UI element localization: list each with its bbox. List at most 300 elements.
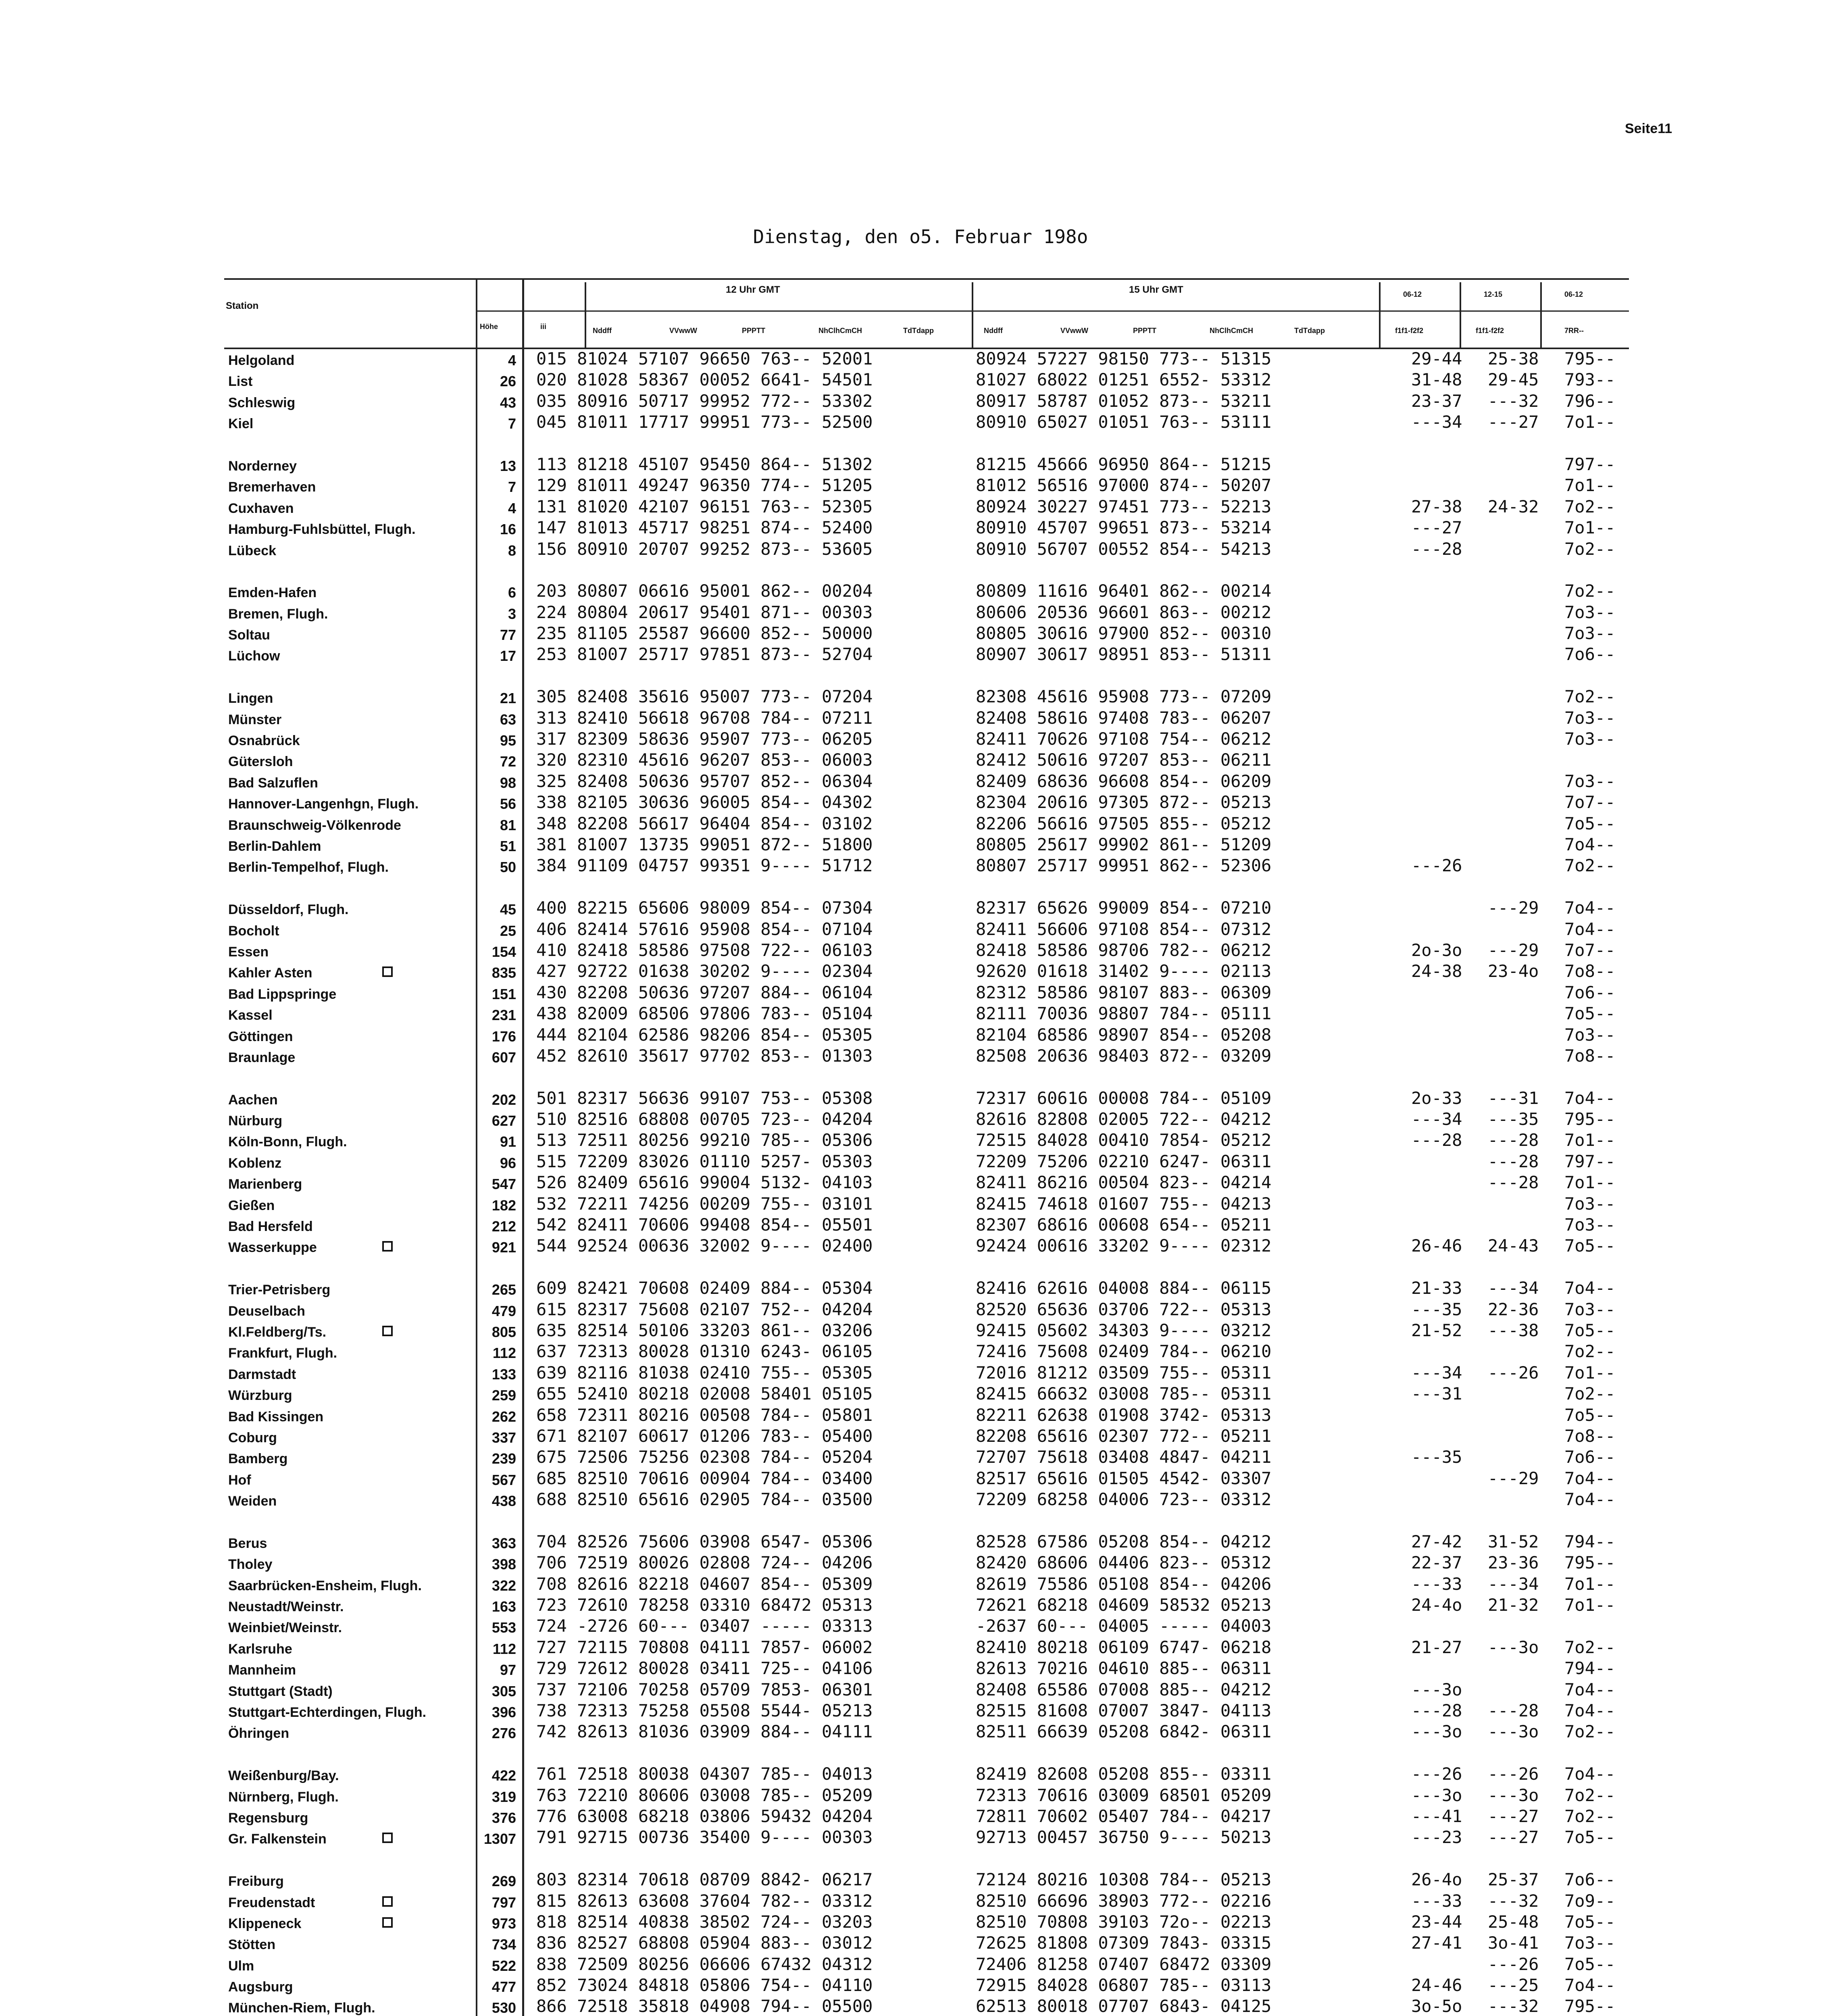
ext2-cell bbox=[1488, 750, 1539, 771]
data-15-cell: 82416 62616 04008 884-- 06115 bbox=[976, 1278, 1272, 1298]
ext2-header: 12-15 bbox=[1484, 290, 1503, 298]
ext3-cell: 7o6-- bbox=[1564, 644, 1616, 664]
data-12-cell: 542 82411 70606 99408 854-- 05501 bbox=[536, 1215, 873, 1235]
ext2-cell: ---32 bbox=[1488, 391, 1539, 411]
station-name: Bad Salzuflen bbox=[228, 775, 318, 791]
station-name: Stuttgart-Echterdingen, Flugh. bbox=[228, 1705, 427, 1720]
data-15-cell: 81012 56516 97000 874-- 50207 bbox=[976, 475, 1272, 496]
ext1-cell bbox=[1411, 1489, 1462, 1510]
ext1-cell bbox=[1411, 1214, 1462, 1235]
data-12-cell: 156 80910 20707 99252 873-- 53605 bbox=[536, 539, 873, 559]
station-height: 269 bbox=[491, 1873, 516, 1890]
station-height: 8 bbox=[508, 542, 516, 559]
ext1-cell: 24-46 bbox=[1411, 1975, 1462, 1995]
ext3-cell: 7o2-- bbox=[1564, 539, 1616, 559]
open-square-icon bbox=[382, 1896, 393, 1907]
row-gap bbox=[536, 877, 873, 898]
data-12-cell: 406 82414 57616 95908 854-- 07104 bbox=[536, 919, 873, 939]
data-12-cell: 438 82009 68506 97806 783-- 05104 bbox=[536, 1004, 873, 1024]
row-gap bbox=[1411, 665, 1462, 686]
iii-header: iii bbox=[540, 323, 547, 331]
ext2-cell: 24-43 bbox=[1488, 1236, 1539, 1256]
data-15-cell: 82420 68606 04406 823-- 05312 bbox=[976, 1553, 1272, 1573]
row-gap bbox=[1411, 1257, 1462, 1278]
row-gap bbox=[1488, 1066, 1539, 1087]
col-rule-12 bbox=[585, 282, 586, 349]
ext1-cell: ---3o bbox=[1411, 1679, 1462, 1699]
data-12-cell: 129 81011 49247 96350 774-- 51205 bbox=[536, 475, 873, 496]
row-gap bbox=[1564, 665, 1615, 686]
station-name: Gütersloh bbox=[228, 754, 293, 770]
station-name: Augsburg bbox=[228, 1979, 293, 1995]
ext2-cell: 23-4o bbox=[1488, 961, 1539, 981]
station-height: 797 bbox=[491, 1894, 516, 1911]
station-header: Station bbox=[226, 300, 259, 311]
ext1-cell: 22-37 bbox=[1411, 1553, 1462, 1573]
data-15-cell: 82619 75586 05108 854-- 04206 bbox=[976, 1574, 1272, 1594]
ext2-cell: ---27 bbox=[1488, 1806, 1539, 1826]
station-name: Bremen, Flugh. bbox=[228, 606, 328, 622]
data-15-cell: 82211 62638 01908 3742- 05313 bbox=[976, 1405, 1272, 1425]
data-12-cell: 203 80807 06616 95001 862-- 00204 bbox=[536, 581, 873, 601]
station-name: Braunlage bbox=[228, 1050, 296, 1065]
data-15-cell: -2637 60--- 04005 ----- 04003 bbox=[976, 1616, 1272, 1636]
ext2-cell: 31-52 bbox=[1488, 1531, 1539, 1552]
station-height: 25 bbox=[500, 922, 516, 939]
station-name: Gr. Falkenstein bbox=[228, 1829, 426, 1849]
ext1-cell bbox=[1411, 1193, 1462, 1214]
ext3-cell: 7o2-- bbox=[1564, 1806, 1616, 1826]
ext3-cell: 7o2-- bbox=[1564, 1384, 1616, 1404]
ext1-cell: ---34 bbox=[1411, 1109, 1462, 1129]
ext1-cell: 21-33 bbox=[1411, 1278, 1462, 1298]
station-name: Cuxhaven bbox=[228, 500, 294, 516]
ext2-cell: 3o-41 bbox=[1488, 1933, 1539, 1953]
ext2-cell: ---26 bbox=[1488, 1764, 1539, 1784]
ext3-cell: 7o5-- bbox=[1564, 1405, 1616, 1425]
row-gap bbox=[460, 1068, 516, 1089]
station-height: 479 bbox=[491, 1302, 516, 1319]
data-15-cell: 72313 70616 03009 68501 05209 bbox=[976, 1785, 1272, 1805]
ext2-cell bbox=[1488, 1341, 1539, 1362]
ext2-cell bbox=[1488, 982, 1539, 1003]
ext3-cell: 7o1-- bbox=[1564, 475, 1616, 496]
station-name: List bbox=[228, 374, 253, 389]
ext1-cell: ---28 bbox=[1411, 1130, 1462, 1150]
station-name: Braunschweig-Völkenrode bbox=[228, 817, 401, 833]
data-15-cell: 82411 56606 97108 854-- 07312 bbox=[976, 919, 1272, 939]
data-12-cell: 113 81218 45107 95450 864-- 51302 bbox=[536, 454, 873, 474]
ext2-cell: ---28 bbox=[1488, 1151, 1539, 1171]
ext1-cell bbox=[1411, 792, 1462, 813]
ext1-cell bbox=[1411, 1405, 1462, 1426]
station-height: 376 bbox=[491, 1809, 516, 1826]
station-height: 112 bbox=[492, 1345, 516, 1362]
ext3-cell: 7o1-- bbox=[1564, 1595, 1616, 1615]
data-15-cell: 80910 45707 99651 873-- 53214 bbox=[976, 518, 1272, 538]
page-number: Seite11 bbox=[1625, 121, 1672, 136]
ext2-cell bbox=[1488, 602, 1539, 623]
ext3-cell: 7o7-- bbox=[1564, 792, 1616, 812]
ext1-cell bbox=[1411, 1151, 1462, 1172]
station-height: 973 bbox=[491, 1915, 516, 1932]
row-gap bbox=[228, 435, 426, 456]
row-gap bbox=[460, 1512, 516, 1533]
ext1-cell bbox=[1411, 771, 1462, 792]
ext3-cell: 7o5-- bbox=[1564, 1827, 1616, 1847]
row-gap bbox=[976, 560, 1271, 581]
data-15-cell: 82206 56616 97505 855-- 05212 bbox=[976, 813, 1272, 833]
ext2-cell: ---29 bbox=[1488, 898, 1539, 918]
row-gap bbox=[536, 1257, 873, 1278]
data-12-cell: 515 72209 83026 01110 5257- 05303 bbox=[536, 1151, 873, 1171]
data-15-cell: 62513 80018 07707 6843- 04125 bbox=[976, 1996, 1272, 2016]
data-12-cell: 704 82526 75606 03908 6547- 05306 bbox=[536, 1531, 873, 1552]
data-12-cell: 235 81105 25587 96600 852-- 50000 bbox=[536, 623, 873, 644]
ext1-cell bbox=[1411, 898, 1462, 918]
row-gap bbox=[460, 667, 516, 688]
ext1-cell bbox=[1411, 1616, 1462, 1637]
station-height: 98 bbox=[500, 774, 516, 791]
row-gap bbox=[460, 1744, 516, 1765]
ext2-cell: ---28 bbox=[1488, 1130, 1539, 1150]
data-15-cell: 82411 70626 97108 754-- 06212 bbox=[976, 729, 1272, 749]
ext3-cell: 7o5-- bbox=[1564, 1236, 1616, 1256]
ext1-cell bbox=[1411, 1045, 1462, 1066]
station-height: 7 bbox=[508, 415, 516, 432]
data-15-cell: 82208 65616 02307 772-- 05211 bbox=[976, 1426, 1272, 1446]
ext3-cell: 7o4-- bbox=[1564, 1701, 1616, 1720]
data-12-cell: 635 82514 50106 33203 861-- 03206 bbox=[536, 1320, 873, 1340]
ext2-column bbox=[1488, 348, 1539, 2016]
row-gap bbox=[536, 1510, 873, 1531]
ext2-cell: ---28 bbox=[1488, 1173, 1539, 1193]
station-height: 95 bbox=[500, 732, 516, 749]
ext3-cell: 7o4-- bbox=[1564, 834, 1616, 854]
data-12-cell: 729 72612 80028 03411 725-- 04106 bbox=[536, 1658, 873, 1679]
ext1-cell: 21-52 bbox=[1411, 1320, 1462, 1340]
ext1-column bbox=[1411, 348, 1462, 2016]
row-gap bbox=[460, 1850, 516, 1871]
ext3-cell: 7o4-- bbox=[1564, 1489, 1616, 1510]
station-name: Göttingen bbox=[228, 1029, 293, 1044]
station-height: 6 bbox=[508, 584, 516, 601]
group-15-header: 15 Uhr GMT bbox=[1129, 284, 1183, 295]
row-gap bbox=[976, 1510, 1271, 1531]
data-12-cell: 544 92524 00636 32002 9---- 02400 bbox=[536, 1236, 873, 1256]
ext2-cell bbox=[1488, 539, 1539, 560]
open-square-icon bbox=[382, 1241, 393, 1252]
station-height: 396 bbox=[491, 1704, 516, 1720]
row-gap bbox=[976, 1848, 1271, 1869]
station-name: Kiel bbox=[228, 416, 254, 432]
ext2-cell bbox=[1488, 855, 1539, 876]
row-gap bbox=[228, 1744, 426, 1765]
ext1-cell: ---33 bbox=[1411, 1574, 1462, 1594]
ext2-cell bbox=[1488, 813, 1539, 834]
ext2-cell: ---34 bbox=[1488, 1574, 1539, 1594]
station-height: 239 bbox=[491, 1450, 516, 1467]
data-12-cell: 400 82215 65606 98009 854-- 07304 bbox=[536, 898, 873, 918]
station-name: Kassel bbox=[228, 1008, 273, 1023]
ext1-cell bbox=[1411, 919, 1462, 940]
ext3-cell: 7o2-- bbox=[1564, 496, 1616, 516]
station-height: 262 bbox=[491, 1408, 516, 1425]
ext3-cell: 7o2-- bbox=[1564, 856, 1616, 876]
ext3-subheader: 7RR-- bbox=[1564, 327, 1584, 335]
column-header: Nddff bbox=[593, 327, 612, 335]
station-name: Düsseldorf, Flugh. bbox=[228, 902, 349, 918]
data-15-cell: 82616 82808 02005 722-- 04212 bbox=[976, 1109, 1272, 1129]
data-15-cell: 72016 81212 03509 755-- 05311 bbox=[976, 1362, 1272, 1383]
ext3-cell: 7o6-- bbox=[1564, 982, 1616, 1002]
station-name: Osnabrück bbox=[228, 733, 300, 749]
ext1-cell: ---23 bbox=[1411, 1827, 1462, 1847]
ext3-cell: 7o4-- bbox=[1564, 1975, 1616, 1995]
ext3-cell: 7o1-- bbox=[1564, 518, 1616, 538]
data-15-cell: 82517 65616 01505 4542- 03307 bbox=[976, 1468, 1272, 1488]
row-gap bbox=[1411, 560, 1462, 581]
data-12-cell: 688 82510 65616 02905 784-- 03500 bbox=[536, 1489, 873, 1510]
ext2-cell bbox=[1488, 1489, 1539, 1510]
station-height: 7 bbox=[508, 479, 516, 496]
ext2-cell: 23-36 bbox=[1488, 1553, 1539, 1573]
ext3-cell: 7o2-- bbox=[1564, 1637, 1616, 1657]
data-12-cell: 253 81007 25717 97851 873-- 52704 bbox=[536, 644, 873, 664]
station-name: Neustadt/Weinstr. bbox=[228, 1599, 344, 1615]
data-15-cell: 80910 65027 01051 763-- 53111 bbox=[976, 412, 1272, 432]
data-15-cell: 80907 30617 98951 853-- 51311 bbox=[976, 644, 1272, 664]
ext2-cell bbox=[1488, 686, 1539, 707]
data-15-cell: 80910 56707 00552 854-- 54213 bbox=[976, 539, 1272, 559]
station-name: Kl.Feldberg/Ts. bbox=[228, 1322, 426, 1343]
data-12-cell: 444 82104 62586 98206 854-- 05305 bbox=[536, 1025, 873, 1045]
ext3-cell: 7o3-- bbox=[1564, 771, 1616, 791]
row-gap bbox=[976, 1257, 1271, 1278]
data-12-cell: 852 73024 84818 05806 754-- 04110 bbox=[536, 1975, 873, 1995]
row-gap bbox=[536, 560, 873, 581]
ext1-cell bbox=[1411, 1954, 1462, 1975]
station-height: 81 bbox=[500, 816, 516, 833]
open-square-icon bbox=[382, 1917, 393, 1928]
station-height: 16 bbox=[500, 521, 516, 538]
ext2-cell: ---31 bbox=[1488, 1088, 1539, 1108]
data-12-cell: 224 80804 20617 95401 871-- 00303 bbox=[536, 602, 873, 622]
ext2-cell: ---29 bbox=[1488, 1468, 1539, 1488]
ext3-cell: 7o1-- bbox=[1564, 1130, 1616, 1150]
row-gap bbox=[1488, 665, 1539, 686]
station-height: 259 bbox=[491, 1387, 516, 1404]
data-12-cell: 727 72115 70808 04111 7857- 06002 bbox=[536, 1637, 873, 1657]
ext3-cell: 794-- bbox=[1564, 1658, 1616, 1679]
row-gap bbox=[1564, 1848, 1615, 1869]
data-15-cell: 82510 70808 39103 72o-- 02213 bbox=[976, 1912, 1272, 1932]
data-12-cell: 317 82309 58636 95907 773-- 06205 bbox=[536, 729, 873, 749]
station-height: 553 bbox=[491, 1619, 516, 1636]
ext1-cell: 26-46 bbox=[1411, 1236, 1462, 1256]
ext1-cell: 26-4o bbox=[1411, 1870, 1462, 1890]
station-name: Weißenburg/Bay. bbox=[228, 1768, 339, 1784]
ext1-cell: ---41 bbox=[1411, 1806, 1462, 1826]
data-15-column bbox=[976, 348, 1271, 2016]
ext1-header: 06-12 bbox=[1403, 290, 1422, 298]
row-gap bbox=[536, 1743, 873, 1764]
group-12-header: 12 Uhr GMT bbox=[726, 284, 780, 295]
ext1-cell: 23-44 bbox=[1411, 1912, 1462, 1932]
data-12-cell: 723 72610 78258 03310 68472 05313 bbox=[536, 1595, 873, 1615]
ext2-cell: ---3o bbox=[1488, 1785, 1539, 1805]
station-height: 921 bbox=[491, 1239, 516, 1256]
column-header: Nddff bbox=[984, 327, 1003, 335]
ext2-cell: ---28 bbox=[1488, 1701, 1539, 1720]
station-height: 77 bbox=[500, 627, 516, 644]
row-gap bbox=[536, 433, 873, 454]
ext1-cell: ---3o bbox=[1411, 1785, 1462, 1805]
ext3-cell: 7o5-- bbox=[1564, 1912, 1616, 1932]
station-height: 151 bbox=[491, 985, 516, 1002]
station-height: 547 bbox=[491, 1176, 516, 1193]
station-height: 4 bbox=[508, 500, 516, 516]
ext1-cell: 21-27 bbox=[1411, 1637, 1462, 1657]
data-15-cell: 72209 75206 02210 6247- 06311 bbox=[976, 1151, 1272, 1171]
station-height: 97 bbox=[500, 1662, 516, 1679]
station-name: Tholey bbox=[228, 1557, 273, 1572]
ext2-cell bbox=[1488, 1426, 1539, 1447]
data-12-cell: 532 72211 74256 00209 755-- 03101 bbox=[536, 1193, 873, 1214]
data-12-cell: 348 82208 56617 96404 854-- 03102 bbox=[536, 813, 873, 833]
station-height: 276 bbox=[491, 1725, 516, 1742]
row-gap bbox=[1411, 1848, 1462, 1869]
row-gap bbox=[228, 1258, 426, 1279]
ext1-cell: 23-37 bbox=[1411, 391, 1462, 411]
station-height: 3 bbox=[508, 605, 516, 622]
ext2-cell: 25-38 bbox=[1488, 349, 1539, 369]
data-15-cell: 82409 68636 96608 854-- 06209 bbox=[976, 771, 1272, 791]
row-gap bbox=[460, 878, 516, 899]
ext3-cell: 7o2-- bbox=[1564, 1785, 1616, 1805]
data-15-cell: 82317 65626 99009 854-- 07210 bbox=[976, 898, 1272, 918]
station-name: Deuselbach bbox=[228, 1303, 305, 1319]
ext1-cell: 2o-3o bbox=[1411, 940, 1462, 960]
station-name: Emden-Hafen bbox=[228, 585, 317, 601]
station-name: Hof bbox=[228, 1472, 251, 1488]
data-15-cell: 80924 57227 98150 773-- 51315 bbox=[976, 349, 1272, 369]
ext2-cell bbox=[1488, 1679, 1539, 1700]
ext2-cell: ---27 bbox=[1488, 412, 1539, 432]
col-rule-iii bbox=[522, 278, 524, 2016]
row-gap bbox=[976, 1743, 1271, 1764]
ext3-cell: 7o5-- bbox=[1564, 813, 1616, 833]
data-12-cell: 510 82516 68808 00705 723-- 04204 bbox=[536, 1109, 873, 1129]
ext3-cell: 7o8-- bbox=[1564, 1426, 1616, 1446]
data-15-cell: 80809 11616 96401 862-- 00214 bbox=[976, 581, 1272, 601]
station-name: Koblenz bbox=[228, 1155, 282, 1171]
ext2-subheader: f1f1-f2f2 bbox=[1476, 327, 1504, 335]
ext2-cell bbox=[1488, 1214, 1539, 1235]
ext1-cell: ---28 bbox=[1411, 539, 1462, 559]
data-12-cell: 381 81007 13735 99051 872-- 51800 bbox=[536, 834, 873, 854]
ext1-cell bbox=[1411, 708, 1462, 729]
ext1-cell: 2o-33 bbox=[1411, 1088, 1462, 1108]
data-12-cell: 685 82510 70616 00904 784-- 03400 bbox=[536, 1468, 873, 1488]
ext3-cell: 7o9-- bbox=[1564, 1891, 1616, 1911]
data-15-cell: 80917 58787 01052 873-- 53211 bbox=[976, 391, 1272, 411]
data-15-cell: 81027 68022 01251 6552- 53312 bbox=[976, 370, 1272, 390]
row-gap bbox=[976, 433, 1271, 454]
data-12-cell: 706 72519 80026 02808 724-- 04206 bbox=[536, 1553, 873, 1573]
row-gap bbox=[1488, 1257, 1539, 1278]
station-name: Berlin-Tempelhof, Flugh. bbox=[228, 860, 389, 875]
ext2-cell: 25-37 bbox=[1488, 1870, 1539, 1890]
data-15-cell: 72811 70602 05407 784-- 04217 bbox=[976, 1806, 1272, 1826]
data-15-cell: 82410 80218 06109 6747- 06218 bbox=[976, 1637, 1272, 1657]
row-gap bbox=[1488, 1743, 1539, 1764]
ext2-cell: 24-32 bbox=[1488, 496, 1539, 516]
ext2-cell bbox=[1488, 708, 1539, 729]
station-height: 72 bbox=[500, 753, 516, 770]
data-12-cell: 815 82613 63608 37604 782-- 03312 bbox=[536, 1891, 873, 1911]
ext3-cell: 7o4-- bbox=[1564, 1468, 1616, 1488]
data-15-cell: 80924 30227 97451 773-- 52213 bbox=[976, 496, 1272, 516]
ext1-subheader: f1f1-f2f2 bbox=[1395, 327, 1424, 335]
station-height: 305 bbox=[491, 1683, 516, 1699]
station-name: Weiden bbox=[228, 1493, 277, 1509]
ext3-cell: 7o3-- bbox=[1564, 1215, 1616, 1235]
ext2-cell: ---3o bbox=[1488, 1637, 1539, 1657]
col-rule-ext1 bbox=[1379, 282, 1381, 349]
station-height: 398 bbox=[491, 1556, 516, 1573]
ext2-cell bbox=[1488, 1003, 1539, 1024]
station-height: 734 bbox=[491, 1936, 516, 1953]
data-12-cell: 791 92715 00736 35400 9---- 00303 bbox=[536, 1827, 873, 1847]
ext2-cell: ---3o bbox=[1488, 1722, 1539, 1742]
data-12-cell: 724 -2726 60--- 03407 ----- 03313 bbox=[536, 1616, 873, 1636]
data-12-cell: 658 72311 80216 00508 784-- 05801 bbox=[536, 1405, 873, 1425]
ext3-cell: 7o3-- bbox=[1564, 729, 1616, 749]
data-15-cell: 72209 68258 04006 723-- 03312 bbox=[976, 1489, 1272, 1510]
column-header: PPPTT bbox=[742, 327, 766, 335]
data-15-cell: 82528 67586 05208 854-- 04212 bbox=[976, 1531, 1272, 1552]
data-12-cell: 838 72509 80256 06606 67432 04312 bbox=[536, 1954, 873, 1974]
data-12-cell: 639 82116 81038 02410 755-- 05305 bbox=[536, 1362, 873, 1383]
ext1-cell bbox=[1411, 475, 1462, 496]
station-height: 43 bbox=[500, 394, 516, 411]
row-gap bbox=[228, 561, 426, 582]
ext2-cell bbox=[1488, 1383, 1539, 1404]
ext3-cell: 7o6-- bbox=[1564, 1870, 1616, 1890]
ext1-cell bbox=[1411, 1468, 1462, 1489]
station-height: 45 bbox=[500, 901, 516, 918]
data-12-cell: 866 72518 35818 04908 794-- 05500 bbox=[536, 1996, 873, 2016]
data-12-cell: 452 82610 35617 97702 853-- 01303 bbox=[536, 1045, 873, 1066]
station-height: 91 bbox=[500, 1133, 516, 1150]
ext1-cell: 29-44 bbox=[1411, 349, 1462, 369]
data-15-cell: 82408 65586 07008 885-- 04212 bbox=[976, 1679, 1272, 1699]
row-gap bbox=[536, 1066, 873, 1087]
station-name: Frankfurt, Flugh. bbox=[228, 1345, 337, 1361]
station-name: Stötten bbox=[228, 1937, 276, 1953]
ext1-cell: 3o-5o bbox=[1411, 1996, 1462, 2016]
station-column bbox=[228, 350, 426, 2016]
data-12-cell: 742 82613 81036 03909 884-- 04111 bbox=[536, 1722, 873, 1742]
ext3-cell: 7o4-- bbox=[1564, 919, 1616, 939]
row-gap bbox=[1488, 433, 1539, 454]
row-gap bbox=[460, 561, 516, 582]
station-height: 51 bbox=[500, 837, 516, 854]
ext2-cell: 21-32 bbox=[1488, 1595, 1539, 1615]
station-height: 422 bbox=[491, 1767, 516, 1784]
station-name: Marienberg bbox=[228, 1177, 302, 1192]
